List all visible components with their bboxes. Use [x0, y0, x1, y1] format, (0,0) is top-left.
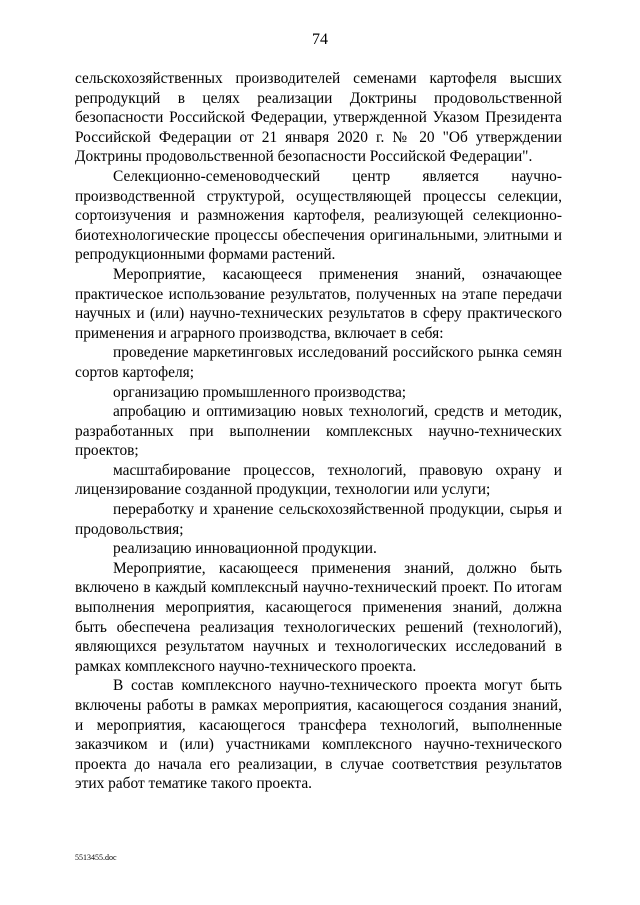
list-item: масштабирование процессов, технологий, правовую охрану и лицензирование созданной продукции, технологии или услуги; — [75, 461, 562, 499]
list-item: проведение маркетинговых исследований российского рынка семян сортов картофеля; — [75, 344, 562, 381]
list-item: апробацию и оптимизацию новых технологий, средств и методик, разработанных при выполнении комплексных научно-технических проектов; — [75, 403, 562, 460]
paragraph: сельскохозяйственных производителей семенами картофеля высших репродукций в целях реализации Доктрины продовольственной безопасности Российской Федерации, утвержденной Указом Президента Российской Федерации от 21 января 2020 г. № 20 "Об утверждении Доктрины продовольственной безопасности Российской Федерации". — [75, 70, 562, 166]
list-item: переработку и хранение сельскохозяйственной продукции, сырья и продовольствия; — [75, 501, 562, 538]
document-body — [75, 69, 562, 794]
page-number: 74 — [312, 31, 328, 48]
list-item: реализацию инновационной продукции. — [113, 540, 377, 558]
list-item: организацию промышленного производства; — [113, 383, 407, 401]
paragraph: Мероприятие, касающееся применения знаний, должно быть включено в каждый комплексный научно-технический проект. По итогам выполнения мероприятия, касающегося применения знаний, должна быть обеспечена реализация технологических решений (технологий), являющихся результатом научных и технологических исследований в рамках комплексного научно-технического проекта. — [75, 559, 562, 675]
paragraph: Мероприятие, касающееся применения знаний, означающее практическое использование результатов, полученных на этапе передачи научных и (или) научно-технических результатов в сферу практического применения и аграрного производства, включает в себя: — [75, 265, 562, 342]
paragraph: Селекционно-семеноводческий центр является научно-производственной структурой, осуществляющей процессы селекции, сортоизучения и размножения картофеля, реализующей селекционно-биотехнологические процессы обеспечения оригинальными, элитными и репродукционными формами растений. — [75, 167, 562, 264]
document-footer-code: 5513455.doc — [75, 853, 117, 862]
paragraph: В состав комплексного научно-технического проекта могут быть включены работы в рамках мероприятия, касающегося создания знаний, и мероприятия, касающегося трансфера технологий, выполненные заказчиком и (или) участниками комплексного научно-технического проекта до начала его реализации, в случае соответствия результатов этих работ тематике такого проекта. — [75, 677, 562, 793]
